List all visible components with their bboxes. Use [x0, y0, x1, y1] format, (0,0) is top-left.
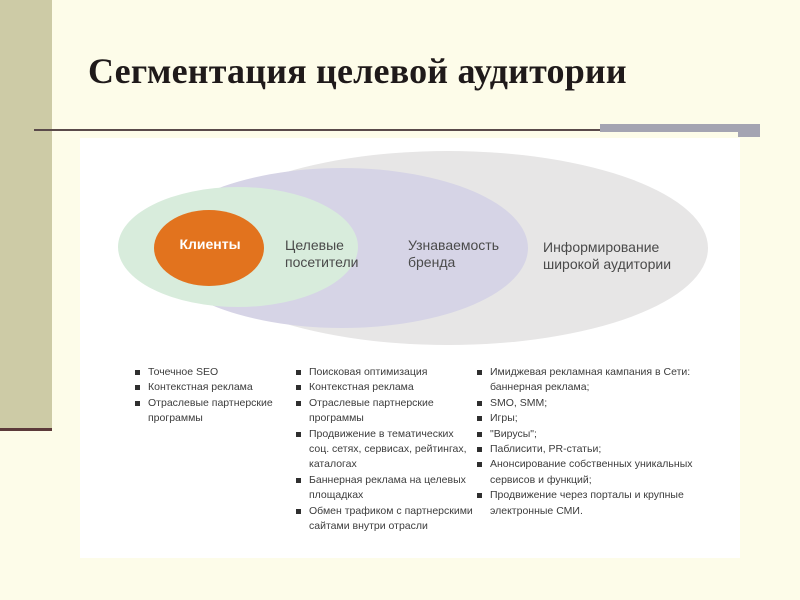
wide-audience-label [543, 239, 671, 273]
list-item: "Вирусы"; [476, 427, 734, 442]
list-item: Отраслевые партнерские программы [295, 396, 475, 427]
list-item: Паблисити, PR-статьи; [476, 442, 734, 457]
list-item: Анонсирование собственных уникальных сервисов и функций; [476, 457, 734, 488]
diagram-panel [80, 138, 740, 558]
target-visitors-label-line: Целевые [285, 237, 344, 253]
slide-side-line [0, 428, 52, 431]
title-underline [34, 129, 600, 131]
list-item: Продвижение в тематических соц. сетях, сервисах, рейтингах, каталогах [295, 427, 475, 473]
list-item: SMO, SMM; [476, 396, 734, 411]
slide-title: Сегментация целевой аудитории [88, 51, 627, 91]
clients-label: Клиенты [179, 236, 241, 252]
target-visitors-label [285, 237, 359, 271]
list-item: Точечное SEO [134, 365, 294, 380]
brand-awareness-label [408, 237, 499, 271]
list-item: Поисковая оптимизация [295, 365, 475, 380]
slide-side-band [0, 0, 52, 428]
wide-audience-tools-list [476, 365, 734, 519]
brand-awareness-label-line: бренда [408, 254, 456, 270]
list-item: Продвижение через порталы и крупные электронные СМИ. [476, 488, 734, 519]
list-item: Баннерная реклама на целевых площадках [295, 473, 475, 504]
title-accent-bar-small [738, 132, 760, 137]
wide-audience-label-line: широкой аудитории [543, 256, 672, 272]
title-accent-bar [600, 124, 760, 132]
list-item: Игры; [476, 411, 734, 426]
target-visitors-label-line: посетители [285, 254, 359, 270]
list-item: Отраслевые партнерские программы [134, 396, 294, 427]
list-item: Имиджевая рекламная кампания в Сети: баннерная реклама; [476, 365, 734, 396]
list-item: Обмен трафиком с партнерскими сайтами внутри отрасли [295, 504, 475, 535]
clients-tools-list [134, 365, 294, 427]
target-visitors-tools-list [295, 365, 475, 534]
list-item: Контекстная реклама [134, 380, 294, 395]
brand-awareness-label-line: Узнаваемость [408, 237, 500, 253]
wide-audience-label-line: Информирование [543, 239, 660, 255]
list-item: Контекстная реклама [295, 380, 475, 395]
